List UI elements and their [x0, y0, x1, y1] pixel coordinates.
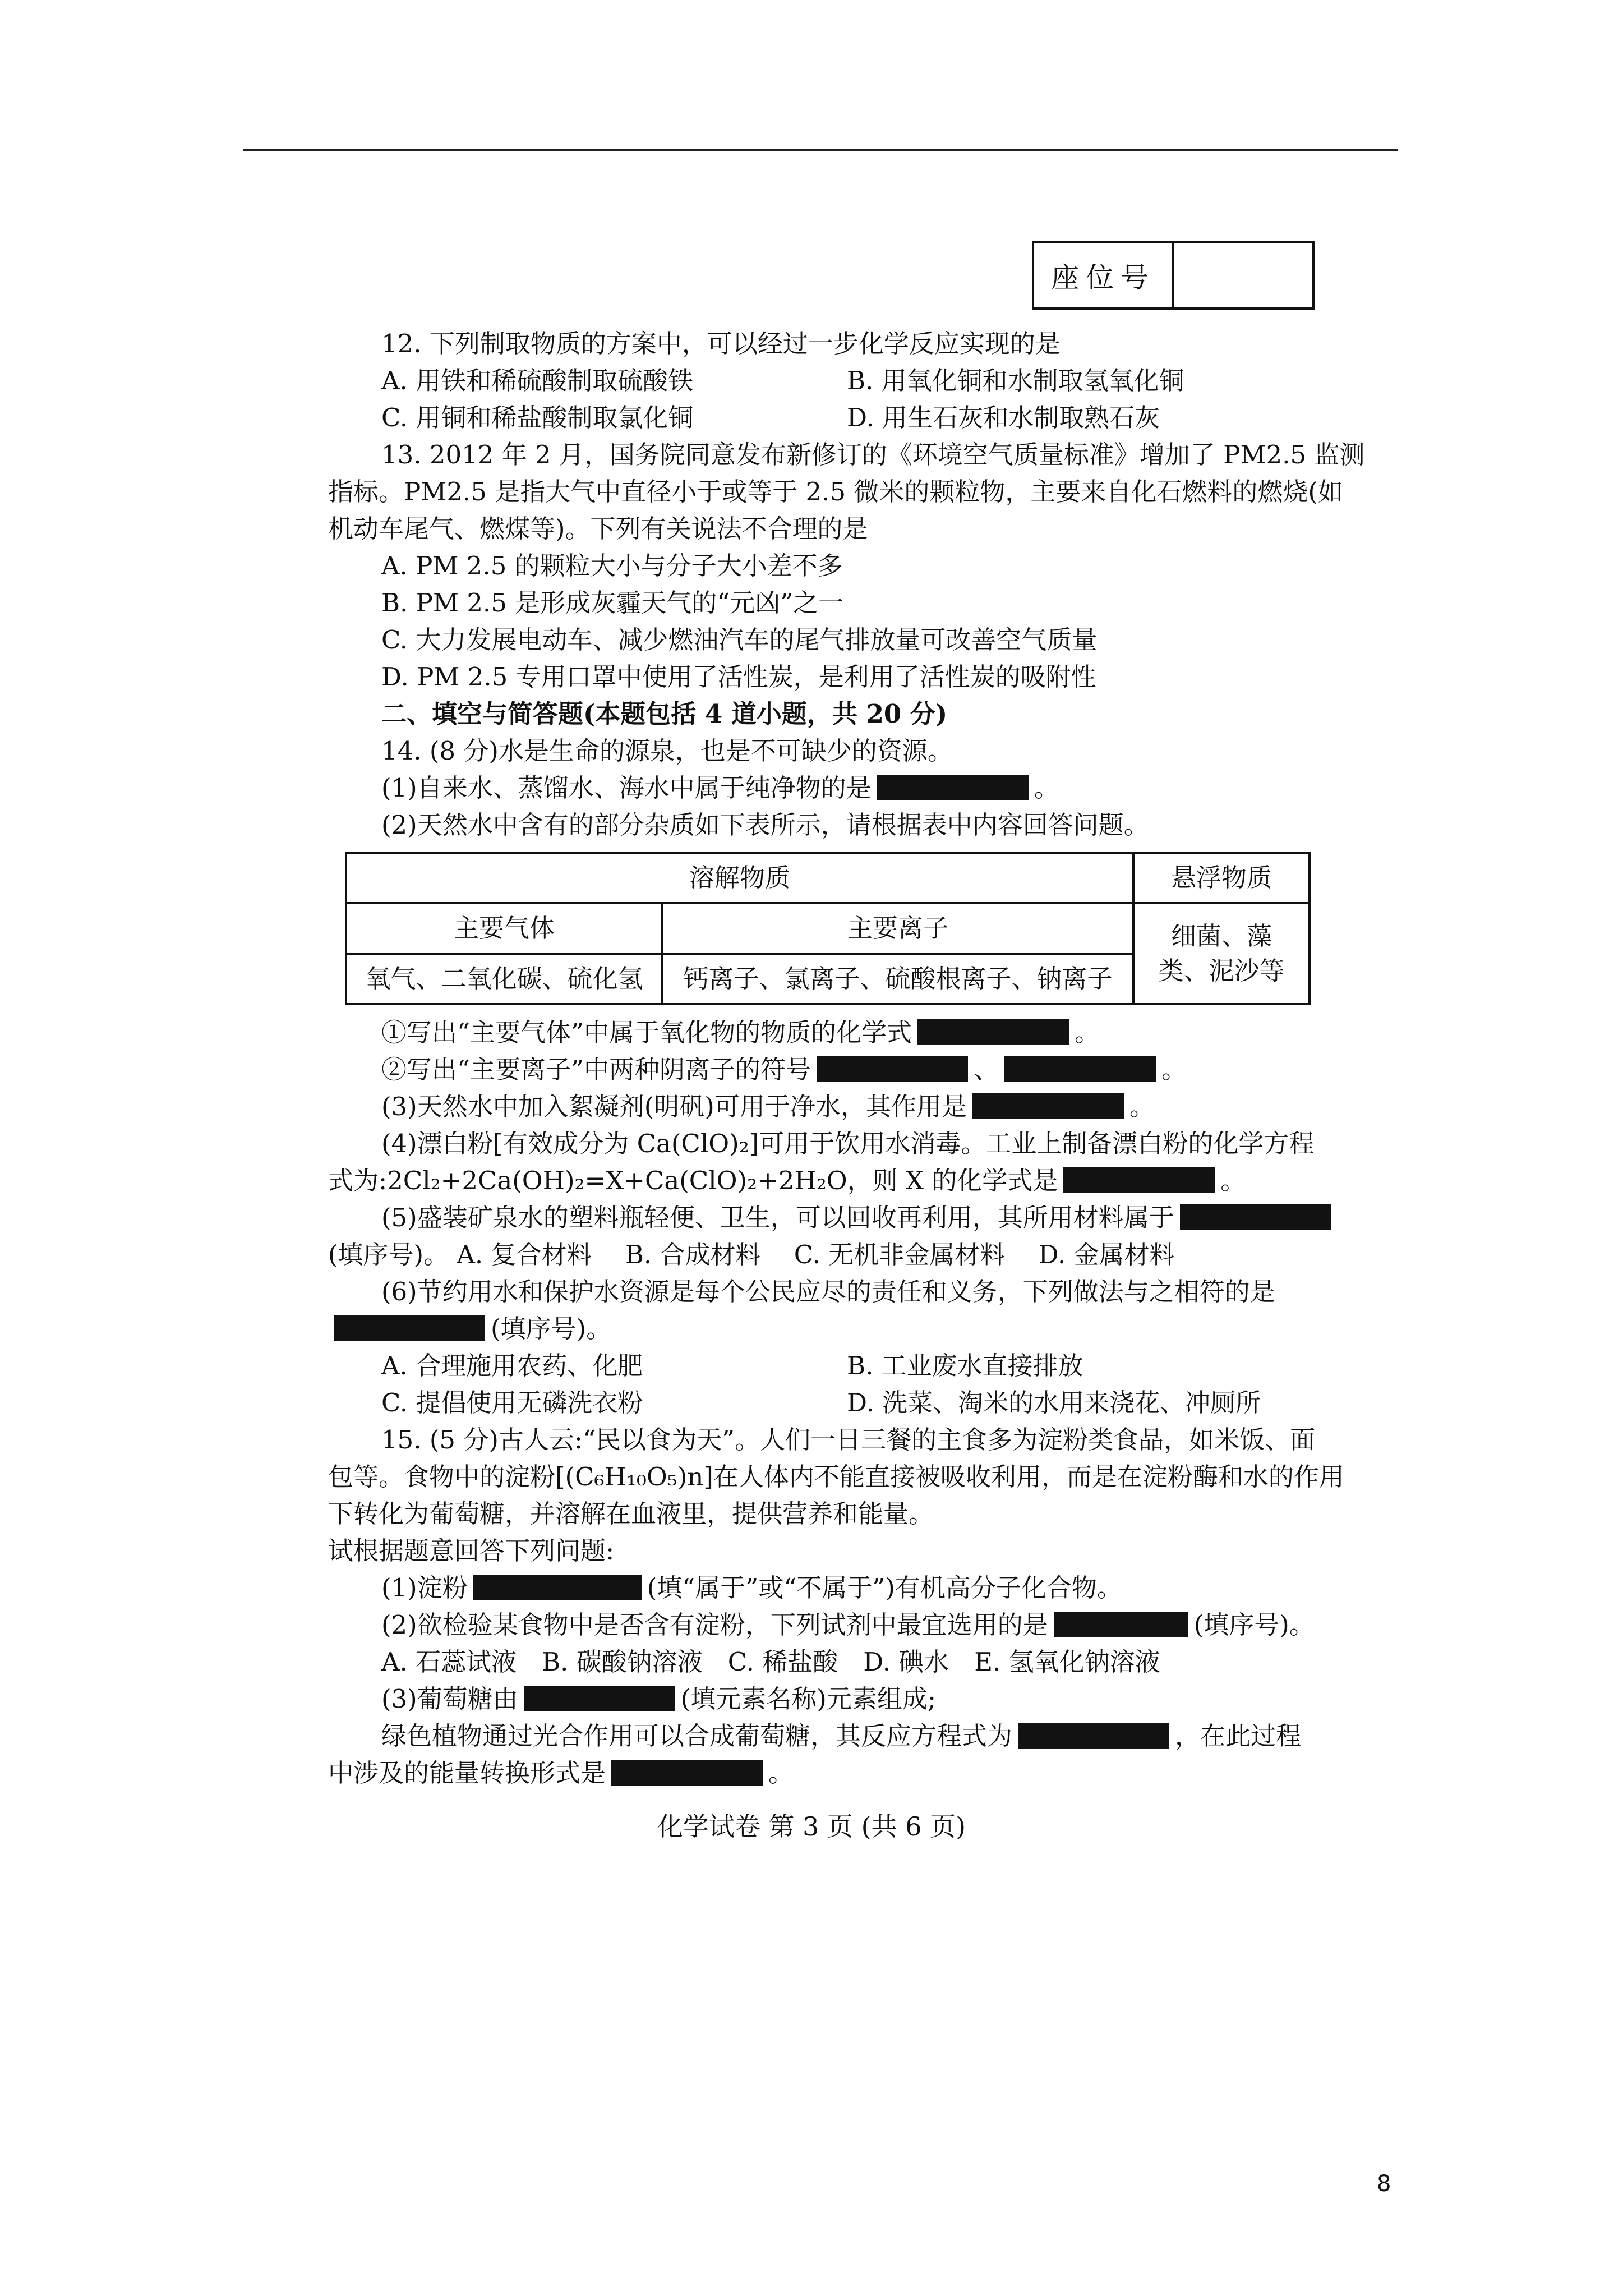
q14-part-5: (5)盛装矿泉水的塑料瓶轻便、卫生，可以回收再利用，其所用材料属于: [328, 1199, 1399, 1236]
exam-content: [328, 325, 1399, 1792]
q14-6-option-b: B. 工业废水直接排放: [847, 1351, 1083, 1381]
q14-6-options-row2: [328, 1384, 1399, 1421]
q14-6-options-row1: [328, 1347, 1399, 1384]
seat-value: [1174, 243, 1312, 307]
question-15-line4: 试根据题意回答下列问题:: [328, 1536, 615, 1566]
redacted-answer-blank: [972, 1093, 1124, 1119]
q14-part-3: (3)天然水中加入絮凝剂(明矾)可用于净水，其作用是 。: [381, 1092, 1155, 1121]
water-impurities-table: [345, 852, 1311, 1005]
question-12: 12. 下列制取物质的方案中，可以经过一步化学反应实现的是: [381, 329, 1061, 358]
redacted-answer-blank: [1063, 1167, 1215, 1193]
q14-part-6-answer: (填序号)。: [328, 1310, 1399, 1347]
q13-option-d: D. PM 2.5 专用口罩中使用了活性炭，是利用了活性炭的吸附性: [381, 662, 1096, 692]
q14-part-4: (4)漂白粉[有效成分为 Ca(ClO)₂]可用于饮用水消毒。工业上制备漂白粉的化学方程: [381, 1129, 1315, 1158]
table-header-gas: 主要气体: [346, 903, 662, 954]
table-header-suspended: 悬浮物质: [1133, 853, 1310, 903]
q13-option-c: C. 大力发展电动车、减少燃油汽车的尾气排放量可改善空气质量: [381, 625, 1098, 655]
question-14: 14. (8 分)水是生命的源泉，也是不可缺少的资源。: [381, 736, 953, 766]
page-number: 8: [1377, 2171, 1391, 2197]
q12-option-d: D. 用生石灰和水制取熟石灰: [847, 403, 1160, 432]
q14-part-5-options: (填序号)。 A. 复合材料 B. 合成材料 C. 无机非金属材料 D. 金属材料: [328, 1240, 1175, 1269]
table-cell-suspended: 细菌、藻类、泥沙等: [1133, 903, 1310, 1004]
table-cell-ion: 钙离子、氯离子、硫酸根离子、钠离子: [662, 954, 1133, 1004]
q12-options-row1: [328, 362, 1399, 399]
question-15-line3: 下转化为葡萄糖，并溶解在血液里，提供营养和能量。: [328, 1499, 934, 1529]
q15-part-5: 中涉及的能量转换形式是 。: [328, 1758, 794, 1788]
q15-part-3: (3)葡萄糖由 (填元素名称)元素组成;: [381, 1684, 937, 1714]
redacted-answer-blank: [611, 1760, 763, 1786]
q12-option-a: A. 用铁和稀硫酸制取硫酸铁: [381, 366, 694, 395]
question-13-line1: 13. 2012 年 2 月，国务院同意发布新修订的《环境空气质量标准》增加了 PM2.5 监测: [381, 440, 1365, 470]
question-15-line2: 包等。食物中的淀粉[(C₆H₁₀O₅)n]在人体内不能直接被吸收利用，而是在淀粉酶和水的作用: [328, 1462, 1344, 1492]
q12-options-row2: [328, 399, 1399, 436]
question-13-line2: 指标。PM2.5 是指大气中直径小于或等于 2.5 微米的颗粒物，主要来自化石燃料的燃烧(如: [328, 477, 1343, 507]
redacted-answer-blank: [1054, 1612, 1188, 1637]
top-rule: [243, 149, 1398, 151]
q15-part-2-options: A. 石蕊试液 B. 碳酸钠溶液 C. 稀盐酸 D. 碘水 E. 氢氧化钠溶液: [381, 1647, 1160, 1677]
redacted-answer-blank: [473, 1575, 642, 1600]
q14-sub-2: ②写出“主要离子”中两种阴离子的符号 、 。: [381, 1055, 1187, 1084]
redacted-answer-blank: [877, 775, 1029, 800]
q14-6-option-d: D. 洗菜、淘米的水用来浇花、冲厕所: [847, 1388, 1261, 1418]
redacted-answer-blank: [817, 1056, 968, 1082]
seat-label: 座位号: [1034, 243, 1174, 307]
redacted-answer-blank: [917, 1019, 1069, 1045]
redacted-answer-blank: [334, 1315, 485, 1341]
q13-option-b: B. PM 2.5 是形成灰霾天气的“元凶”之一: [381, 588, 844, 618]
q14-6-option-a: A. 合理施用农药、化肥: [381, 1351, 643, 1381]
section-2-heading: 二、填空与简答题(本题包括 4 道小题，共 20 分): [381, 699, 948, 729]
redacted-answer-blank: [524, 1686, 675, 1711]
q12-option-c: C. 用铜和稀盐酸制取氯化铜: [381, 403, 694, 432]
page-footer: 化学试卷 第 3 页 (共 6 页): [657, 1811, 966, 1842]
q14-part-6: (6)节约用水和保护水资源是每个公民应尽的责任和义务，下列做法与之相符的是: [381, 1277, 1275, 1306]
q14-part-2: (2)天然水中含有的部分杂质如下表所示，请根据表中内容回答问题。: [381, 810, 1149, 840]
redacted-answer-blank: [1004, 1056, 1156, 1082]
redacted-answer-blank: [1018, 1723, 1169, 1749]
q14-sub-1: ①写出“主要气体”中属于氧化物的物质的化学式 。: [381, 1018, 1100, 1047]
question-13-line3: 机动车尾气、燃煤等)。下列有关说法不合理的是: [328, 514, 868, 544]
q14-6-option-c: C. 提倡使用无磷洗衣粉: [381, 1388, 643, 1418]
q14-part-1: (1)自来水、蒸馏水、海水中属于纯净物的是 。: [381, 773, 1059, 803]
q15-part-2: (2)欲检验某食物中是否含有淀粉，下列试剂中最宜选用的是 (填序号)。: [381, 1610, 1315, 1640]
q15-part-4: 绿色植物通过光合作用可以合成葡萄糖，其反应方程式为 ，在此过程: [381, 1721, 1302, 1751]
redacted-answer-blank: [1180, 1204, 1331, 1230]
table-header-dissolved: 溶解物质: [346, 853, 1133, 903]
q15-part-1: (1)淀粉 (填“属于”或“不属于”)有机高分子化合物。: [381, 1573, 1122, 1603]
q12-option-b: B. 用氧化铜和水制取氢氧化铜: [847, 366, 1184, 395]
q13-option-a: A. PM 2.5 的颗粒大小与分子大小差不多: [381, 551, 843, 581]
question-15-line1: 15. (5 分)古人云:“民以食为天”。人们一日三餐的主食多为淀粉类食品，如米饭、面: [381, 1425, 1316, 1455]
table-header-ion: 主要离子: [662, 903, 1133, 954]
table-cell-gas: 氧气、二氧化碳、硫化氢: [346, 954, 662, 1004]
seat-number-box: [1032, 241, 1315, 310]
q14-part-4-equation: 式为:2Cl₂+2Ca(OH)₂=X+Ca(ClO)₂+2H₂O，则 X 的化学式是 。: [328, 1166, 1246, 1195]
